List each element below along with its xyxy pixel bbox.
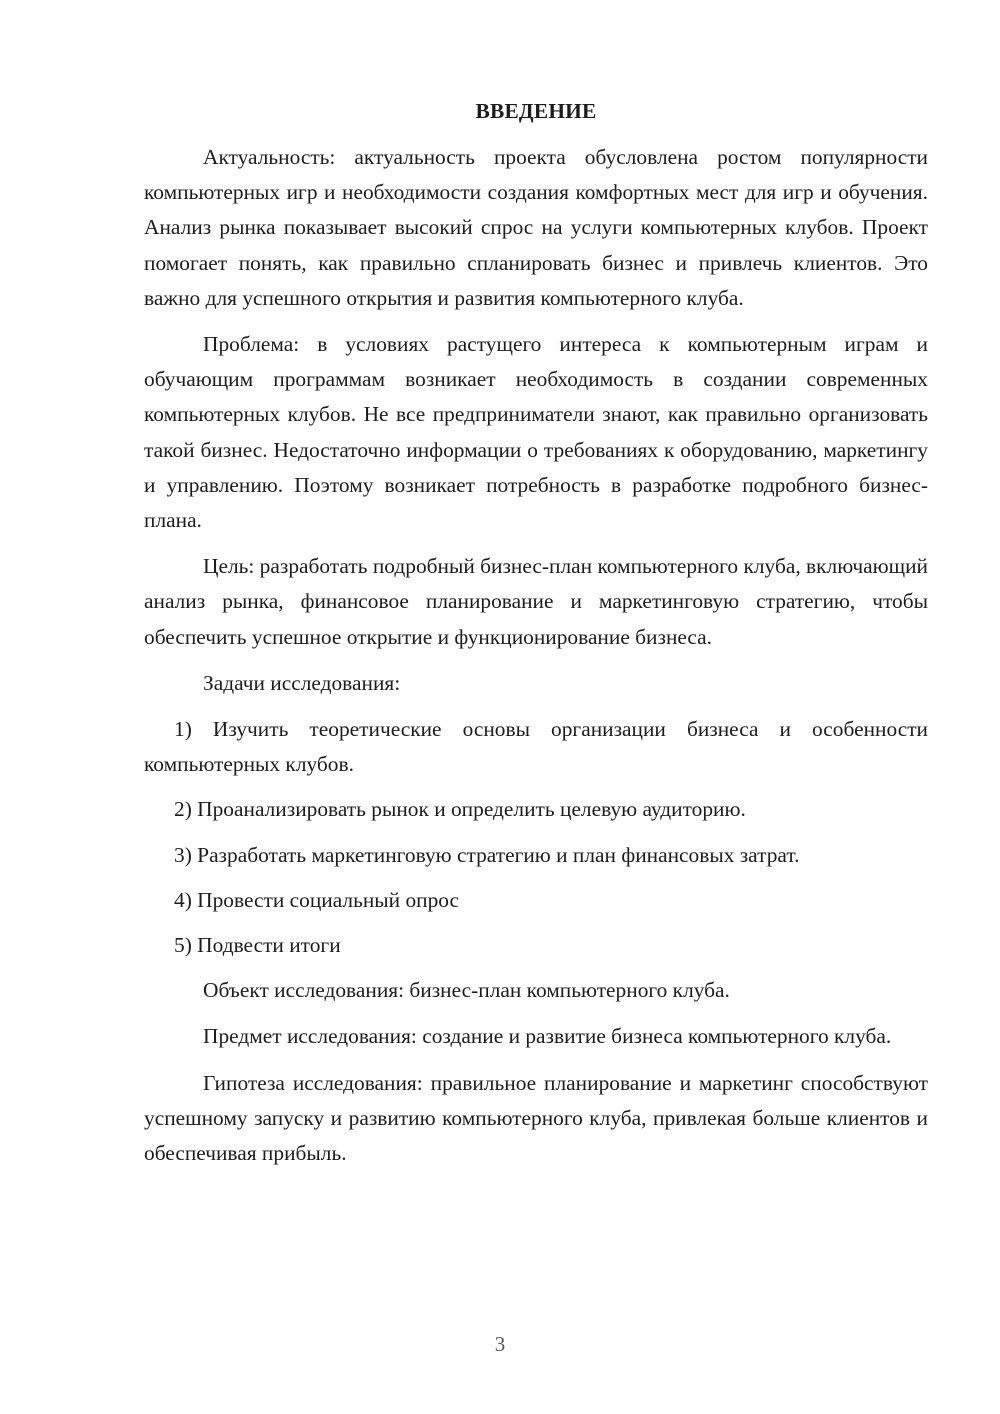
task-item-1: 1) Изучить теоретические основы организации бизнеса и особенности компьютерных клубов.	[144, 717, 928, 777]
task-item-3: 3) Разработать маркетинговую стратегию и план финансовых затрат.	[174, 842, 800, 867]
paragraph-tasks-title: Задачи исследования:	[203, 670, 401, 695]
paragraph-goal: Цель: разработать подробный бизнес-план компьютерного клуба, включающий анализ рынка, финансовое планирование и маркетинговую стратегию, чтобы обеспечить успешное открытие и функционирование бизнеса.	[144, 554, 928, 649]
page-content	[144, 96, 928, 1182]
task-item-2: 2) Проанализировать рынок и определить целевую аудиторию.	[174, 797, 746, 822]
paragraph-subject: Предмет исследования: создание и развитие бизнеса компьютерного клуба.	[203, 1024, 892, 1049]
section-heading: ВВЕДЕНИЕ	[475, 99, 597, 123]
paragraph-object: Объект исследования: бизнес-план компьютерного клуба.	[203, 978, 730, 1003]
page-number: 3	[494, 1332, 506, 1356]
paragraph-problem: Проблема: в условиях растущего интереса к компьютерным играм и обучающим программам возникает необходимость в создании современных компьютерных клубов. Не все предприниматели знают, как правильно организовать такой бизнес. Недостаточно информации о требованиях к оборудованию, маркетингу и управлению. Поэтому возникает потребность в разработке подробного бизнес-плана.	[144, 332, 928, 533]
paragraph-relevance: Актуальность: актуальность проекта обусловлена ростом популярности компьютерных игр и необходимости создания комфортных мест для игр и обучения. Анализ рынка показывает высокий спрос на услуги компьютерных клубов. Проект помогает понять, как правильно спланировать бизнес и привлечь клиентов. Это важно для успешного открытия и развития компьютерного клуба.	[144, 145, 928, 310]
paragraph-hypothesis: Гипотеза исследования: правильное планирование и маркетинг способствуют успешному запуску и развитию компьютерного клуба, привлекая больше клиентов и обеспечивая прибыль.	[144, 1070, 928, 1166]
task-item-4: 4) Провести социальный опрос	[174, 887, 460, 912]
task-item-5: 5) Подвести итоги	[174, 933, 341, 958]
